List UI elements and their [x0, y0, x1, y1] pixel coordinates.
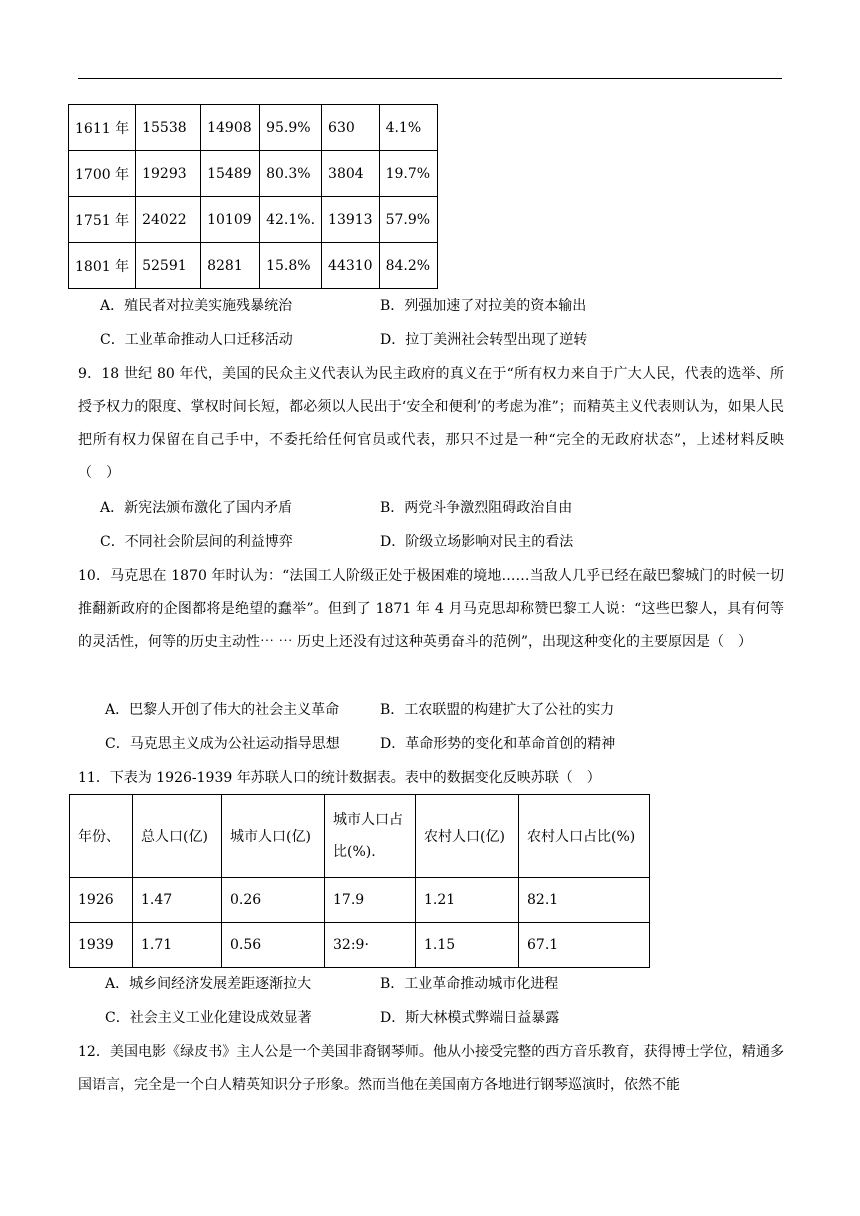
table-cell: 0.26: [222, 878, 325, 923]
option-d: D．拉丁美洲社会转型出现了逆转: [380, 332, 588, 348]
table-header-cell: 总人口(亿): [133, 795, 222, 878]
population-table-latin-america: [68, 104, 438, 289]
table-cell: 4.1%: [379, 105, 437, 151]
table-cell: 14908: [201, 105, 260, 151]
option-c: C．马克思主义成为公社运动指导思想: [105, 736, 340, 752]
table-row: [69, 105, 438, 151]
table-cell: 15.8%: [260, 243, 322, 289]
table-cell: 1700 年: [69, 151, 136, 197]
option-b: B．列强加速了对拉美的资本输出: [380, 298, 587, 314]
table-cell: 32:9·: [325, 923, 416, 968]
table-cell: 1611 年: [69, 105, 136, 151]
table-cell: 630: [322, 105, 380, 151]
question-12: [78, 1036, 784, 1102]
option-b: B．两党斗争激烈阻碍政治自由: [380, 500, 573, 516]
option-a: A．殖民者对拉美实施残暴统治: [100, 298, 293, 314]
table-cell: 15489: [201, 151, 260, 197]
option-c: C．不同社会阶层间的利益博弈: [100, 534, 293, 550]
option-c: C．工业革命推动人口迁移活动: [100, 332, 293, 348]
table-header-cell: 年份、: [70, 795, 133, 878]
question-11: [78, 762, 784, 795]
option-a: A．巴黎人开创了伟大的社会主义革命: [105, 702, 340, 718]
table-cell: 0.56: [222, 923, 325, 968]
table-cell: 13913: [322, 197, 380, 243]
table-cell: 52591: [136, 243, 201, 289]
table-cell: 80.3%: [260, 151, 322, 197]
table-header-cell: 城市人口(亿): [222, 795, 325, 878]
table-cell: 3804: [322, 151, 380, 197]
table-row: [69, 151, 438, 197]
question-10: [78, 560, 784, 659]
question-text: 9．18 世纪 80 年代，美国的民众主义代表认为民主政府的真义在于“所有权力来自于广大人民，代表的选举、所授予权力的限度、掌权时间长短，都必须以人民出于‘安全和便利’的考虑为准”；而精英主义代表则认为，如果人民把所有权力保留在自己手中，不委托给任何官员或代表，那只不过是一种“完全的无政府状态”，上述材料反映（ ）: [78, 366, 784, 481]
table-cell: 82.1: [519, 878, 650, 923]
option-c: C．社会主义工业化建设成效显著: [105, 1010, 312, 1026]
option-a: A．城乡间经济发展差距逐渐拉大: [105, 976, 312, 992]
table-cell: 19293: [136, 151, 201, 197]
option-a: A．新宪法颁布激化了国内矛盾: [100, 500, 293, 516]
question-text: 12．美国电影《绿皮书》主人公是一个美国非裔钢琴师。他从小接受完整的西方音乐教育，获得博士学位，精通多国语言，完全是一个白人精英知识分子形象。然而当他在美国南方各地进行钢琴巡演时，依然不能: [78, 1044, 784, 1093]
question-text: 11．下表为 1926-1939 年苏联人口的统计数据表。表中的数据变化反映苏联（ ）: [78, 770, 601, 786]
table-row: [70, 878, 650, 923]
table-cell: 1.71: [133, 923, 222, 968]
table-cell: 15538: [136, 105, 201, 151]
table-cell: 44310: [322, 243, 380, 289]
table-cell: 10109: [201, 197, 260, 243]
table-cell: 1.21: [416, 878, 519, 923]
table-row: [70, 923, 650, 968]
option-d: D．斯大林模式弊端日益暴露: [380, 1010, 560, 1026]
table-cell: 84.2%: [379, 243, 437, 289]
table-cell: 42.1%.: [260, 197, 322, 243]
table-header-cell: 城市人口占比(%).: [325, 795, 416, 878]
table-cell: 1926: [70, 878, 133, 923]
option-b: B．工农联盟的构建扩大了公社的实力: [380, 702, 615, 718]
question-text: 10．马克思在 1870 年时认为：“法国工人阶级正处于极困难的境地……当敌人几乎已经在敲巴黎城门的时候一切推翻新政府的企图都将是绝望的蠢举”。但到了 1871 年 4 月马克思却称赞巴黎工人说：“这些巴黎人，具有何等的灵活性，何等的历史主动性⋯ ⋯ 历史上还没有过这种英勇奋斗的范例”，出现这种变化的主要原因是（ ）: [78, 568, 784, 650]
table-cell: 19.7%: [379, 151, 437, 197]
table-cell: 24022: [136, 197, 201, 243]
table-header-cell: 农村人口占比(%): [519, 795, 650, 878]
option-d: D．阶级立场影响对民主的看法: [380, 534, 574, 550]
table-cell: 17.9: [325, 878, 416, 923]
table-header-cell: 农村人口(亿): [416, 795, 519, 878]
table-header-row: [70, 795, 650, 878]
option-d: D．革命形势的变化和革命首创的精神: [380, 736, 616, 752]
question-9: [78, 358, 784, 490]
table-cell: 1939: [70, 923, 133, 968]
table-cell: 8281: [201, 243, 260, 289]
table-row: [69, 243, 438, 289]
table-cell: 1.15: [416, 923, 519, 968]
table-cell: 1.47: [133, 878, 222, 923]
table-cell: 1751 年: [69, 197, 136, 243]
header-rule: [78, 78, 782, 79]
option-b: B．工业革命推动城市化进程: [380, 976, 559, 992]
table-cell: 95.9%: [260, 105, 322, 151]
table-cell: 1801 年: [69, 243, 136, 289]
table-cell: 57.9%: [379, 197, 437, 243]
table-row: [69, 197, 438, 243]
soviet-population-table: [69, 794, 650, 968]
table-cell: 67.1: [519, 923, 650, 968]
